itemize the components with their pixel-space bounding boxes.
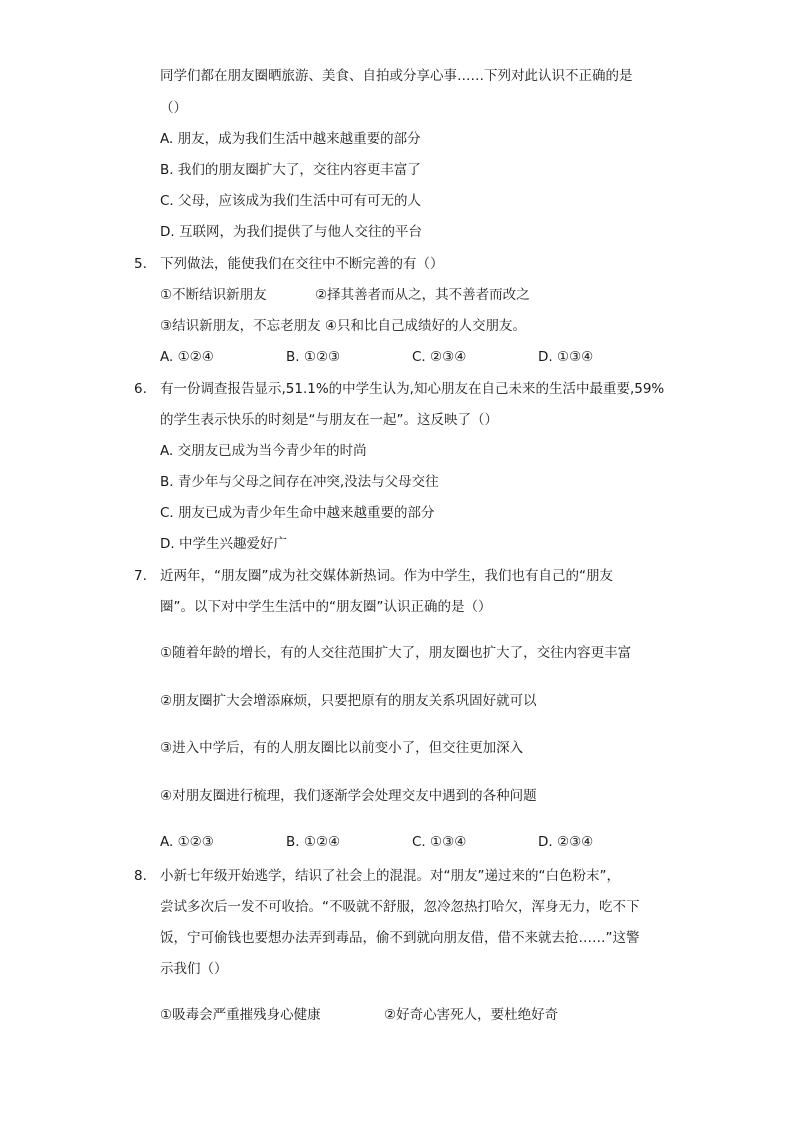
q5-stem: 下列做法，能使我们在交往中不断完善的有（） xyxy=(160,256,444,272)
q4-option-d: D. 互联网，为我们提供了与他人交往的平台 xyxy=(160,224,422,240)
q6-stem-line1: 有一份调查报告显示,51.1%的中学生认为,知心朋友在自己未来的生活中最重要,59% xyxy=(160,381,665,397)
q8-stem-line4: 示我们（） xyxy=(160,961,228,977)
q8-item-1: ①吸毒会严重摧残身心健康 xyxy=(160,1007,321,1023)
q7-option-c: C. ①③④ xyxy=(412,834,467,850)
q7-stem-line2: 圈”。以下对中学生生活中的“朋友圈”认识正确的是（） xyxy=(160,599,492,615)
q5-option-c: C. ②③④ xyxy=(412,349,467,365)
q7-option-b: B. ①②④ xyxy=(286,834,341,850)
q6-option-a: A. 交朋友已成为当今青少年的时尚 xyxy=(160,443,367,459)
q7-item-4: ④对朋友圈进行梳理，我们逐渐学会处理交友中遇到的各种问题 xyxy=(160,788,537,804)
q7-stem-line1: 近两年，“朋友圈”成为社交媒体新热词。作为中学生，我们也有自己的“朋友 xyxy=(160,568,613,584)
q5-item-2: ②择其善者而从之，其不善者而改之 xyxy=(315,287,530,303)
q4-stem-line2: （） xyxy=(160,100,187,116)
q6-option-c: C. 朋友已成为青少年生命中越来越重要的部分 xyxy=(160,505,435,521)
q8-number: 8. xyxy=(134,868,147,884)
q7-item-2: ②朋友圈扩大会增添麻烦，只要把原有的朋友关系巩固好就可以 xyxy=(160,693,537,709)
q5-options xyxy=(160,347,620,367)
q6-option-d: D. 中学生兴趣爱好广 xyxy=(160,536,287,552)
q5-number: 5. xyxy=(134,256,147,272)
q8-stem-line3: 饭，宁可偷钱也要想办法弄到毒品，偷不到就向朋友借，借不来就去抢……”这警 xyxy=(160,930,640,946)
q6-option-b: B. 青少年与父母之间存在冲突,没法与父母交往 xyxy=(160,474,439,490)
q4-option-c: C. 父母，应该成为我们生活中可有可无的人 xyxy=(160,193,422,209)
q7-option-d: D. ②③④ xyxy=(538,834,594,850)
q8-stem-line2: 尝试多次后一发不可收拾。“不吸就不舒服，忽冷忽热打哈欠，浑身无力，吃不下 xyxy=(160,899,640,915)
q5-option-d: D. ①③④ xyxy=(538,349,594,365)
q6-number: 6. xyxy=(134,381,147,397)
q7-item-1: ①随着年龄的增长，有的人交往范围扩大了，朋友圈也扩大了，交往内容更丰富 xyxy=(160,645,632,661)
q4-option-b: B. 我们的朋友圈扩大了，交往内容更丰富了 xyxy=(160,162,421,178)
q6-stem-line2: 的学生表示快乐的时刻是“与朋友在一起”。这反映了（） xyxy=(160,412,498,428)
q7-item-3: ③进入中学后，有的人朋友圈比以前变小了，但交往更加深入 xyxy=(160,740,524,756)
q5-option-a: A. ①②④ xyxy=(160,349,214,365)
q5-option-b: B. ①②③ xyxy=(286,349,341,365)
q7-number: 7. xyxy=(134,568,147,584)
q4-option-a: A. 朋友，成为我们生活中越来越重要的部分 xyxy=(160,131,421,147)
q7-option-a: A. ①②③ xyxy=(160,834,214,850)
q4-stem-line1: 同学们都在朋友圈晒旅游、美食、自拍或分享心事……下列对此认识不正确的是 xyxy=(160,68,633,84)
q8-item-2: ②好奇心害死人，要杜绝好奇 xyxy=(384,1007,559,1023)
q8-stem-line1: 小新七年级开始逃学，结识了社会上的混混。对“朋友”递过来的“白色粉末”， xyxy=(160,868,620,884)
q7-options xyxy=(160,832,620,852)
q5-item-1: ①不断结识新朋友 xyxy=(160,287,267,303)
q5-items-3-4: ③结识新朋友，不忘老朋友 ④只和比自己成绩好的人交朋友。 xyxy=(160,318,526,334)
